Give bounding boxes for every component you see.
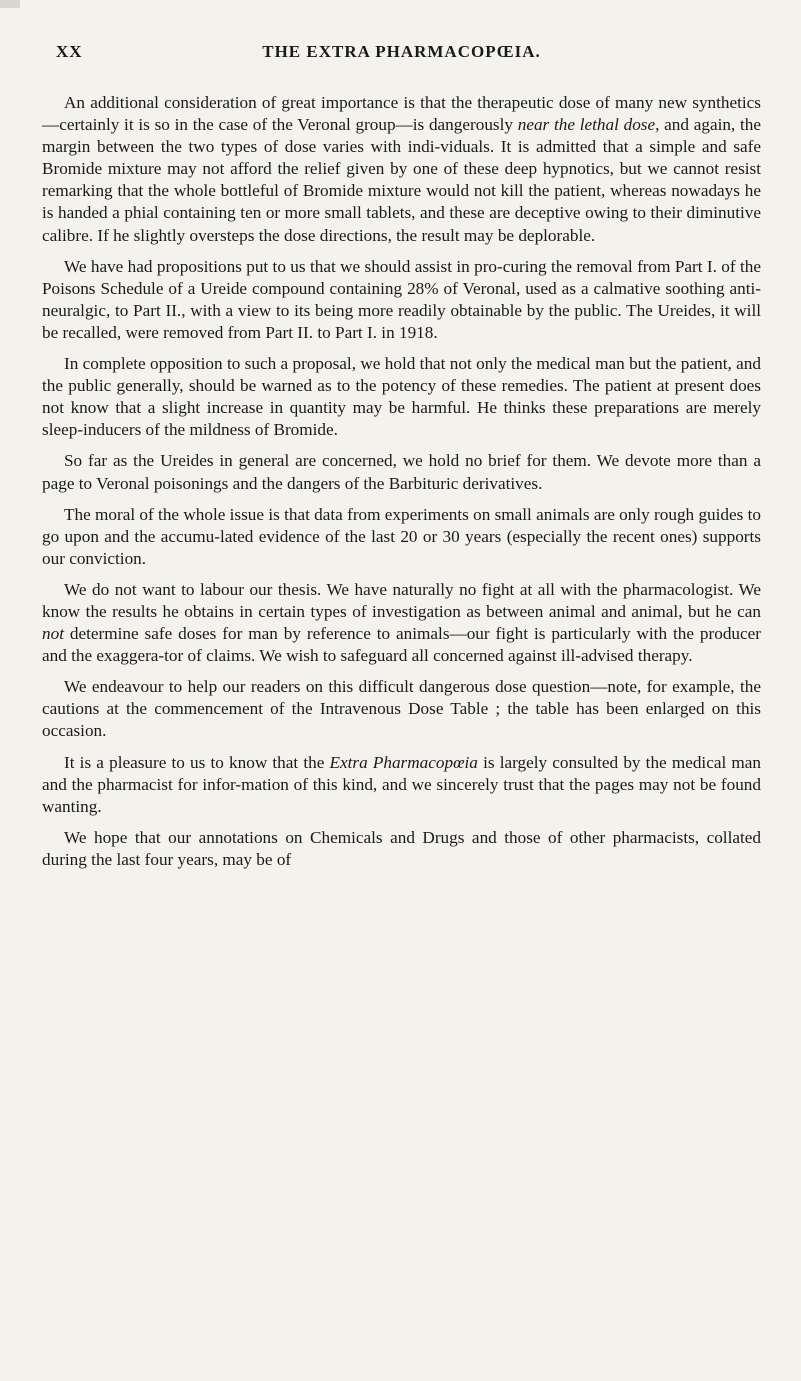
emphasis-not: not <box>42 624 64 644</box>
running-head: THE EXTRA PHARMACOPŒIA. <box>262 42 541 61</box>
emphasis-lethal-dose: near the lethal dose <box>517 115 656 135</box>
paragraph-1: An additional consideration of great importance is that the therapeutic dose of many new synthetics—certainly it is so in the case of the Veronal group—is dangerously near the lethal dose, and again, the margin between the two types of dose varies with indi-viduals. It is admitted that a simple and safe Bromide mixture may not afford the relief given by one of these deep hypnotics, but we cannot resist remarking that the whole bottleful of Bromide mixture would not kill the patient, whereas nowadays he is handed a phial containing ten or more small tablets, and these are deceptive owing to their diminutive calibre. If he slightly oversteps the dose directions, the result may be deplorable. <box>42 93 761 245</box>
paragraph-9: We hope that our annotations on Chemicals and Drugs and those of other pharmacists, collated during the last four years, may be of <box>42 827 761 869</box>
paragraph-4: So far as the Ureides in general are concerned, we hold no brief for them. We devote more than a page to Veronal poisonings and the dangers of the Barbituric derivatives. <box>42 451 761 493</box>
emphasis-book-title: Extra Pharmacopœia <box>329 752 478 772</box>
paragraph-3: In complete opposition to such a proposal, we hold that not only the medical man but the patient, and the public generally, should be warned as to the potency of these remedies. The patient at present does not know that a slight increase in quantity may be harmful. He thinks these preparations are merely sleep-inducers of the mildness of Bromide. <box>42 354 761 440</box>
page-corner-mark <box>0 0 20 8</box>
paragraph-6: We do not want to labour our thesis. We have naturally no fight at all with the pharmacologist. We know the results he obtains in certain types of investigation as between animal and animal, but he can not determine safe doses for man by reference to animals—our fight is particularly with the producer and the exaggera-tor of claims. We wish to safeguard all concerned against ill-advised therapy. <box>42 579 761 666</box>
page-header <box>42 30 761 68</box>
paragraph-5: The moral of the whole issue is that data from experiments on small animals are only rough guides to go upon and the accumu-lated evidence of the last 20 or 30 years (especially the recent ones) supports our conviction. <box>42 504 761 568</box>
paragraph-8: It is a pleasure to us to know that the Extra Pharmacopœia is largely consulted by the medical man and the pharmacist for infor-mation of this kind, and we sincerely trust that the pages may not be found wanting. <box>42 752 761 816</box>
paragraph-7: We endeavour to help our readers on this difficult dangerous dose question—note, for example, the cautions at the commencement of the Intravenous Dose Table ; the table has been enlarged on this occasion. <box>42 677 761 741</box>
paragraph-2: We have had propositions put to us that we should assist in pro-curing the removal from Part I. of the Poisons Schedule of a Ureide compound containing 28% of Veronal, used as a calmative soothing anti-neuralgic, to Part II., with a view to its being more readily obtainable by the public. The Ureides, it will be recalled, were removed from Part II. to Part I. in 1918. <box>42 256 761 342</box>
body-text <box>42 92 761 871</box>
page-number: XX <box>56 42 83 61</box>
